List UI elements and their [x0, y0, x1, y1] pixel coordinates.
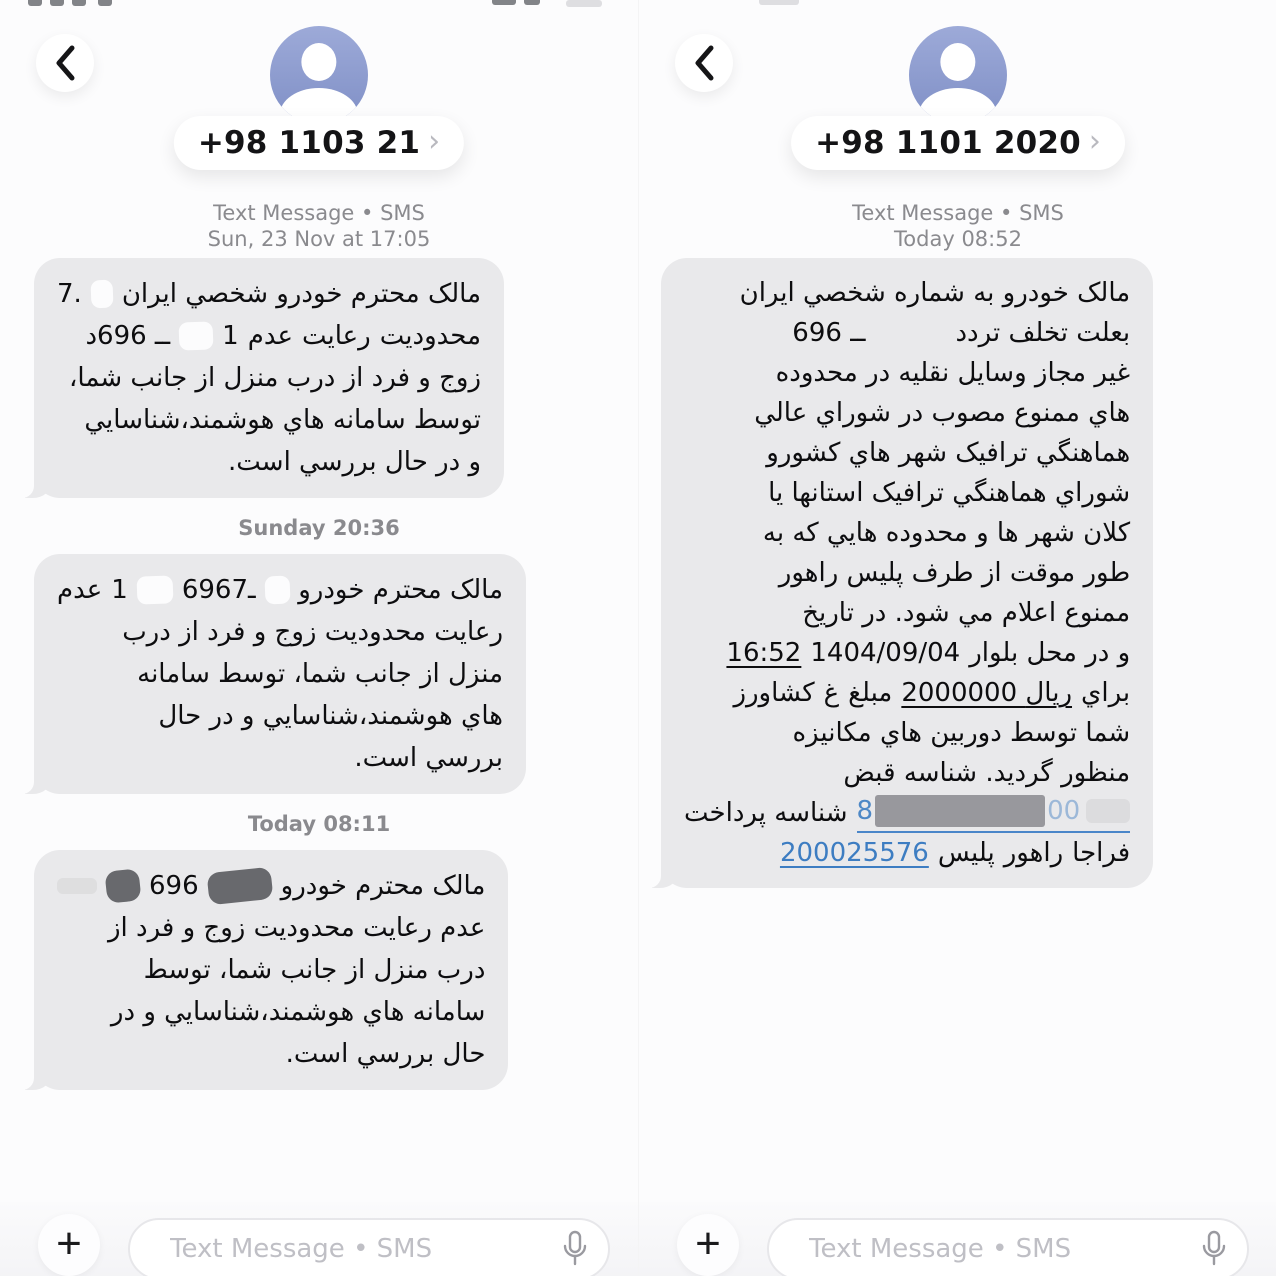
contact-avatar[interactable] — [909, 26, 1007, 124]
message-composer — [0, 1202, 638, 1276]
conversation-meta — [0, 200, 638, 252]
message-input[interactable] — [807, 1233, 1201, 1265]
message-line — [684, 753, 1130, 793]
redacted-gap — [874, 328, 946, 338]
message-text: فراجا — [1072, 838, 1131, 868]
message-input-container[interactable] — [128, 1218, 610, 1276]
chevron-right-icon: › — [1088, 123, 1101, 159]
message-input-container[interactable] — [767, 1218, 1249, 1276]
message-text: هاي ممنوع مصوب در شوراي عالي — [754, 398, 1131, 428]
message-line — [684, 433, 1130, 473]
contact-info-button[interactable] — [174, 116, 464, 170]
message-text: منزل از جانب شما، توسط سامانه — [137, 659, 503, 689]
message-text: رعايت — [301, 321, 371, 351]
message-line — [684, 513, 1130, 553]
message-text: عدم — [247, 321, 293, 351]
back-button[interactable] — [36, 34, 94, 92]
statusbar-fragment — [98, 0, 112, 6]
message-text: شوراي هماهنگي ترافيک استانها يا — [768, 478, 1131, 508]
message-text: زوج و فرد از درب منزل از جانب شما، — [69, 363, 482, 393]
date-separator: Today 08:11 — [247, 812, 391, 836]
message-text: هاي هوشمند،شناسايي و در حال — [158, 701, 503, 731]
message-text: حال بررسي است. — [285, 1039, 486, 1069]
message-input[interactable] — [168, 1233, 562, 1265]
person-icon — [301, 43, 336, 81]
message-text: عدم — [57, 575, 103, 605]
message-line — [684, 313, 1130, 353]
message-text: رعايت محدوديت زوج و فرد از درب — [122, 617, 503, 647]
conversation-timestamp: Today 08:52 — [894, 227, 1022, 251]
back-chevron-icon — [691, 43, 717, 83]
message-text: 7. — [57, 279, 82, 309]
statusbar-fragment — [28, 0, 42, 6]
add-attachment-button[interactable]: + — [38, 1214, 100, 1276]
redaction-smudge — [1086, 799, 1130, 823]
mic-icon[interactable] — [1201, 1230, 1227, 1268]
message-text: کلان شهر ها و محدوده هايي که به — [762, 518, 1131, 548]
message-text: 1 — [111, 575, 128, 605]
redacted-link-digit: 00 — [1047, 795, 1081, 826]
redaction-blob — [57, 878, 97, 894]
add-attachment-button[interactable]: + — [677, 1214, 739, 1276]
conversation-timestamp: Sun, 23 Nov at 17:05 — [207, 227, 431, 251]
payment-id-link[interactable]: 200025576 — [779, 838, 929, 868]
message-line — [684, 673, 1130, 713]
message-text: و در حال بررسي است. — [227, 447, 482, 477]
message-text: بعلت تخلف تردد — [955, 318, 1131, 348]
message-line — [57, 653, 503, 695]
redaction-blob — [179, 321, 214, 350]
message-type-label: Text Message • SMS — [213, 201, 425, 225]
message-text: مالک محترم خودرو — [280, 871, 486, 901]
received-message-bubble — [34, 554, 526, 794]
message-line — [57, 949, 485, 991]
received-message-bubble — [34, 258, 504, 498]
contact-info-button[interactable] — [791, 116, 1125, 170]
data-detector-link[interactable]: 2000000 ريال — [901, 678, 1073, 708]
person-icon — [940, 43, 975, 81]
message-line — [57, 569, 503, 611]
message-line — [57, 273, 481, 315]
message-text: شما توسط دوربين هاي مکانيزه — [792, 718, 1131, 748]
message-text: ــ 696د — [85, 321, 171, 351]
message-line — [57, 737, 503, 779]
redaction-box — [875, 795, 1045, 827]
message-text: راهور — [1003, 838, 1064, 868]
received-message-bubble — [661, 258, 1153, 888]
statusbar-fragment — [50, 0, 64, 6]
message-line — [684, 633, 1130, 673]
message-line — [684, 273, 1130, 313]
message-composer — [639, 1202, 1276, 1276]
message-text: هماهنگي ترافيک شهر هاي کشورو — [766, 438, 1131, 468]
message-text: توسط سامانه هاي هوشمند،شناسايي — [84, 405, 482, 435]
received-message-bubble — [34, 850, 508, 1090]
message-line — [57, 611, 503, 653]
message-text: پليس — [937, 838, 995, 868]
data-detector-link[interactable]: 16:52 — [726, 638, 802, 668]
message-text: درب منزل از جانب شما، توسط — [143, 955, 486, 985]
message-text: ــ 696 — [792, 318, 866, 348]
message-line — [684, 353, 1130, 393]
message-line — [57, 991, 485, 1033]
message-text: محدوديت — [379, 321, 482, 351]
message-line — [57, 399, 481, 441]
mic-icon[interactable] — [562, 1230, 588, 1268]
message-line — [684, 713, 1130, 753]
conversation-meta — [639, 200, 1276, 252]
message-line — [684, 793, 1130, 833]
message-text: مبلغ — [848, 678, 893, 708]
date-separator: Sunday 20:36 — [238, 516, 400, 540]
message-text: طور موقت از طرف پليس راهور — [778, 558, 1131, 588]
message-line — [57, 907, 485, 949]
message-text: براي — [1081, 678, 1131, 708]
redaction-blob — [104, 868, 141, 903]
redaction-blob — [90, 280, 113, 309]
contact-avatar[interactable] — [270, 26, 368, 124]
message-text: عدم رعايت محدوديت زوج و فرد از — [107, 913, 486, 943]
message-line — [57, 1033, 485, 1075]
message-text: 1 — [222, 321, 239, 351]
message-text: بررسي است. — [354, 743, 503, 773]
message-text: شناسه پرداخت — [684, 798, 848, 828]
message-text: غ — [823, 678, 840, 708]
message-line — [57, 695, 503, 737]
back-button[interactable] — [675, 34, 733, 92]
signal-icon-fragment — [492, 0, 516, 5]
message-line — [57, 315, 481, 357]
message-text: و در محل بلوار — [969, 638, 1131, 668]
message-text: مالک محترم خودرو شخصي ايران — [121, 279, 482, 309]
message-line — [57, 357, 481, 399]
redaction-blob — [136, 575, 173, 604]
wifi-icon-fragment — [524, 0, 540, 5]
message-line — [684, 393, 1130, 433]
message-text: غير مجاز وسايل نقليه در محدوده — [775, 358, 1131, 388]
message-text: 696 — [149, 871, 199, 901]
redaction-blob — [264, 576, 290, 605]
back-chevron-icon — [52, 43, 78, 83]
message-type-label: Text Message • SMS — [852, 201, 1064, 225]
redacted-link-digit: 8 — [856, 795, 874, 826]
message-line — [57, 441, 481, 483]
message-line — [684, 473, 1130, 513]
contact-number: +98 1103 21 — [197, 125, 421, 161]
message-text: ممنوع اعلام مي شود. در تاريخ — [802, 598, 1131, 628]
chevron-right-icon: › — [428, 123, 441, 159]
message-text: مالک محترم خودرو — [298, 575, 503, 605]
message-text: 1404/09/04 — [810, 638, 961, 668]
message-text: 696ـ7 — [181, 575, 256, 605]
message-line — [57, 865, 485, 907]
statusbar-fragment — [759, 0, 799, 5]
message-text: سامانه هاي هوشمند،شناسايي و در — [110, 997, 486, 1027]
bill-id-link-redacted[interactable] — [857, 794, 1131, 833]
message-list — [0, 258, 638, 1090]
message-line — [684, 833, 1130, 873]
message-list — [639, 258, 1276, 888]
message-line — [684, 593, 1130, 633]
battery-icon-fragment — [566, 0, 602, 7]
redaction-blob — [206, 867, 273, 906]
message-line — [684, 553, 1130, 593]
message-text: کشاورز — [733, 678, 815, 708]
message-text: منظور گرديد. شناسه قبض — [843, 758, 1131, 788]
messages-screenshot-right — [638, 0, 1276, 1276]
message-text: مالک خودرو به شماره شخصي ايران — [739, 278, 1131, 308]
statusbar-fragment — [72, 0, 86, 6]
contact-number: +98 1101 2020 — [815, 125, 1081, 161]
